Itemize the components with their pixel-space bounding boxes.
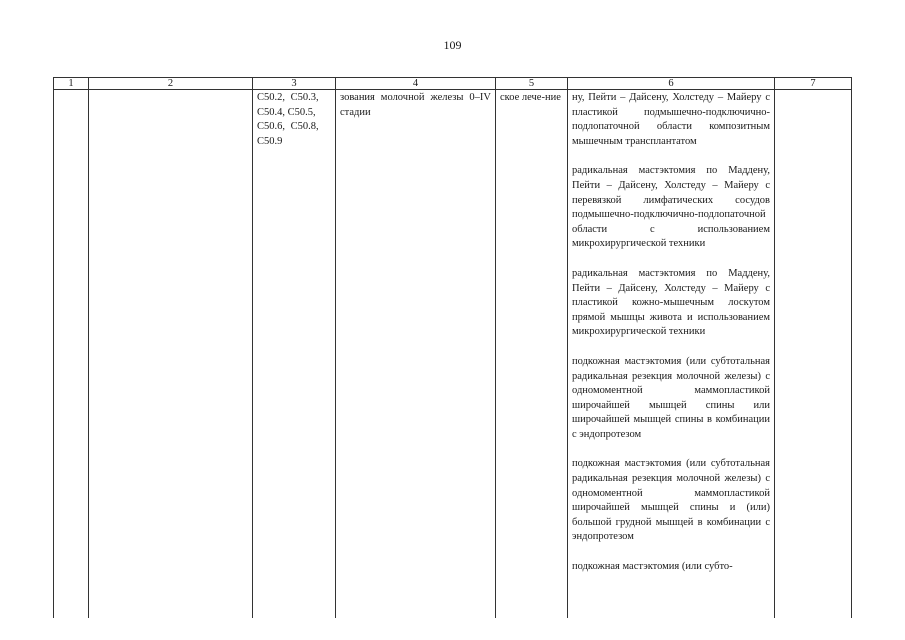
- method-entry: ну, Пейти – Дайсену, Холстеду – Майеру с пластикой подмышечно-подключично-подлопаточной области композитным мышечным трансплантатом: [572, 92, 770, 147]
- page-number: 109: [443, 38, 462, 52]
- icd-code-line: C50.2, C50.3,: [257, 92, 319, 103]
- column-header-6: 6: [568, 78, 775, 90]
- cell-col-7: [775, 90, 852, 618]
- column-header-2: 2: [89, 78, 253, 90]
- icd-codes-cell: [253, 90, 336, 618]
- table-row: [54, 90, 852, 618]
- column-number-row: [54, 78, 852, 90]
- diagnosis-cell: зования молочной железы 0–IV стадии: [336, 90, 496, 618]
- method-entry: радикальная мастэктомия по Маддену, Пейти – Дайсену, Холстеду – Майеру с перевязкой лимфатических сосудов подмышечно-подключично-подлопаточной области с использованием микрохирургической техники: [572, 165, 770, 250]
- method-entry: подкожная мастэктомия (или субтотальная радикальная резекция молочной железы) с одномоментной маммопластикой широчайшей мышцей спины или широчайшей мышцей спины в комбинации с эндопротезом: [572, 355, 770, 440]
- icd-code-line: C50.4, C50.5,: [257, 106, 316, 118]
- cell-col-2: [89, 90, 253, 618]
- method-entry: подкожная мастэктомия (или субто-: [572, 561, 733, 573]
- column-header-1: 1: [54, 78, 89, 90]
- cell-col-1: [54, 90, 89, 618]
- column-header-4: 4: [336, 78, 496, 90]
- procedures-table: [53, 77, 852, 618]
- column-header-5: 5: [496, 78, 568, 90]
- method-entry: подкожная мастэктомия (или субтотальная радикальная резекция молочной железы) с одномоментной маммопластикой широчайшей мышцей спины и (или) большой грудной мышцей в комбинации с эндопротезом: [572, 458, 770, 543]
- surgery-methods-cell: [568, 90, 775, 618]
- icd-code-line: C50.6, C50.8,: [257, 121, 319, 133]
- icd-code-line: C50.9: [257, 135, 283, 147]
- column-header-7: 7: [775, 78, 852, 90]
- treatment-type-cell: ское лече-ние: [496, 90, 568, 618]
- method-entry: радикальная мастэктомия по Маддену, Пейти – Дайсену, Холстеду – Майеру с пластикой кожно-мышечным лоскутом прямой мышцы живота и использованием микрохирургической техники: [572, 267, 770, 338]
- column-header-3: 3: [253, 78, 336, 90]
